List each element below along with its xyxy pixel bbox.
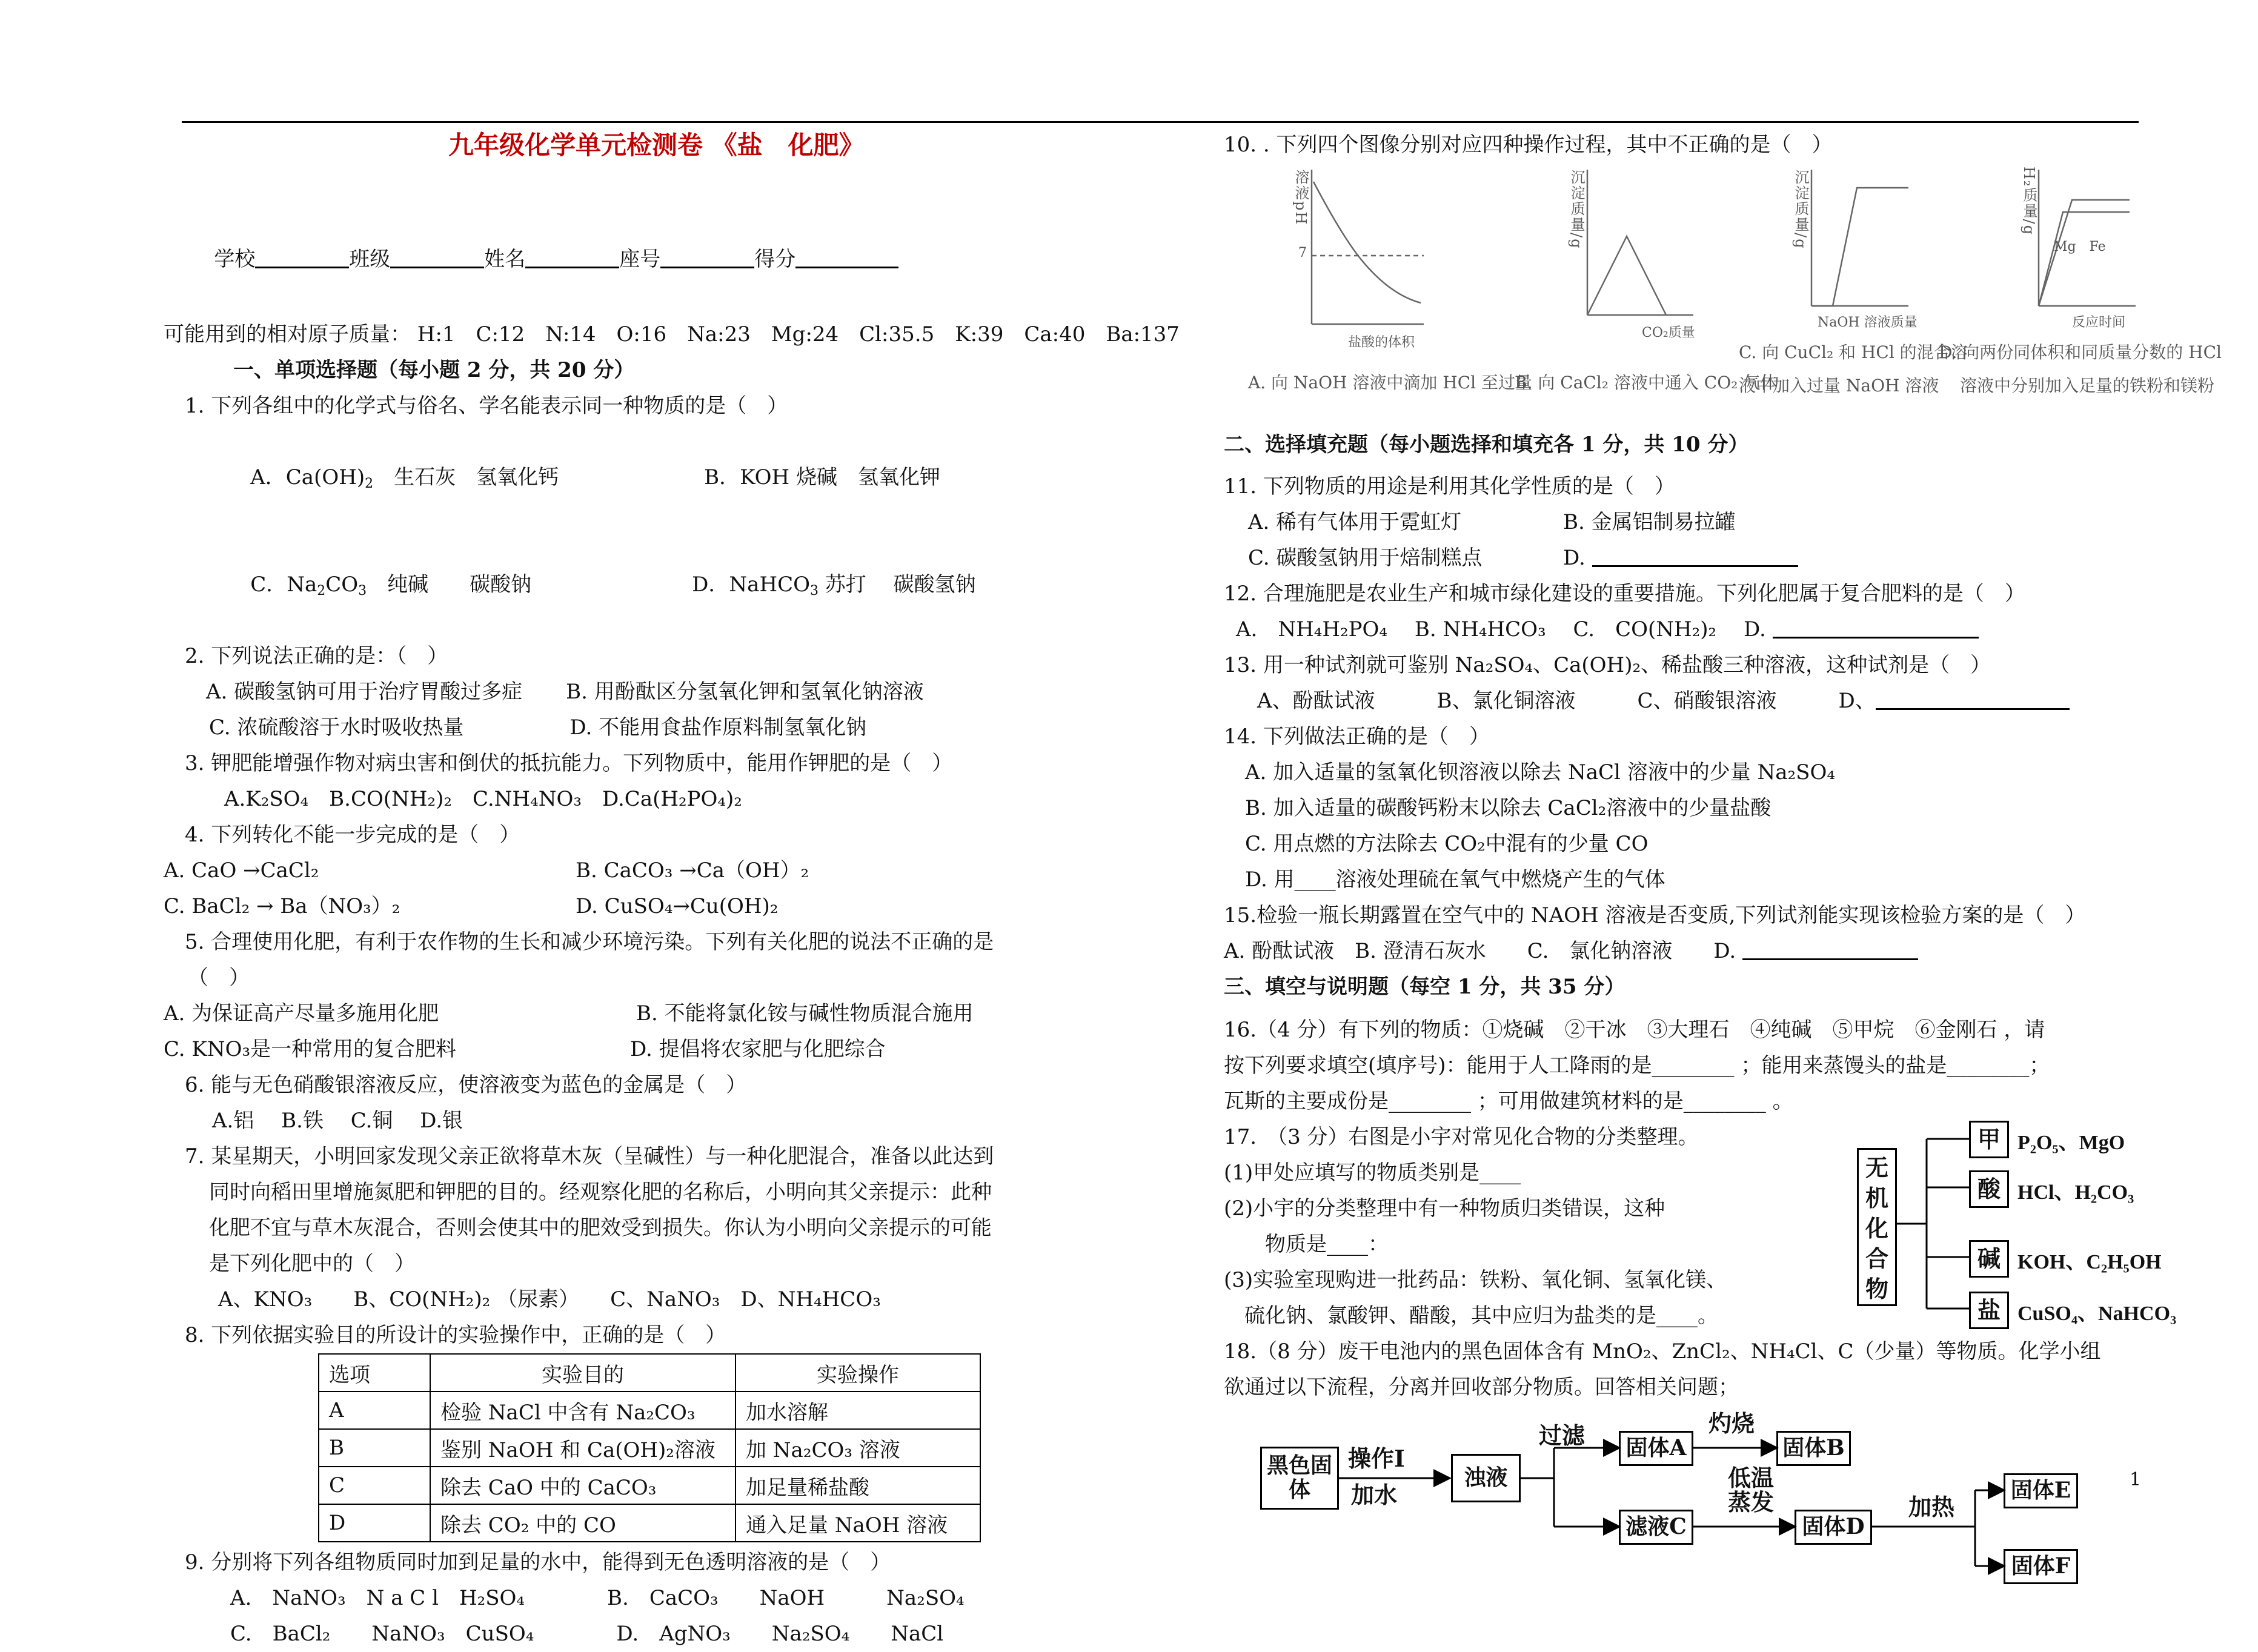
- table-cell: 通入足量 NaOH 溶液: [736, 1504, 980, 1542]
- q2-stem: 2. 下列说法正确的是：（ ）: [185, 644, 448, 668]
- q5-options-cd: [164, 1032, 1145, 1067]
- graph-a-xlabel: 盐酸的体积: [1348, 335, 1415, 350]
- q12-d-blank[interactable]: [1773, 617, 1979, 639]
- tree-items-acid: HCl、H₂CO₃: [2017, 1181, 2134, 1204]
- graph-d-ylabel: H₂质量/g: [2021, 167, 2037, 236]
- q7-options: A、KNO₃ B、CO(NH₂)₂ （尿素） C、NaNO₃ D、NH₄HCO₃: [218, 1287, 881, 1312]
- q13-options: [1257, 683, 2193, 719]
- q6-stem: 6. 能与无色硝酸银溶液反应，使溶液变为蓝色的金属是（ ）: [185, 1073, 747, 1097]
- q9-options-ab: A. NaNO₃ N a C l H₂SO₄ B. CaCO₃ NaOH Na₂SO₄: [230, 1586, 965, 1610]
- table-header-cell: 选项: [319, 1354, 430, 1392]
- q12-options: [1236, 612, 2193, 648]
- q13-d-blank[interactable]: [1876, 689, 2070, 710]
- q18-flowchart: [1248, 1410, 2096, 1593]
- q1-a-rest: 生石灰 氢氧化钙: [373, 465, 559, 489]
- graph-a-caption: A. 向 NaOH 溶液中滴加 HCl 至过量: [1248, 373, 1532, 393]
- left-column: [164, 127, 1180, 1652]
- q1-d-rest: 苏打 碳酸氢钠: [819, 572, 976, 597]
- q11-c: C. 碳酸氢钠用于焙制糕点: [1248, 546, 1483, 570]
- q5-stem: 5. 合理使用化肥，有利于农作物的生长和减少环境污染。下列有关化肥的说法不正确的是: [185, 930, 994, 954]
- table-header-cell: 实验目的: [430, 1354, 736, 1392]
- tree-cat-salt: 盐: [1969, 1292, 2009, 1329]
- graph-a-curve: [1313, 182, 1421, 303]
- q11-options-ab: [1248, 505, 2193, 540]
- field-name-blank[interactable]: [525, 247, 619, 268]
- q5-c: C. KNO₃是一种常用的复合肥料: [164, 1037, 457, 1061]
- q15-options: [1224, 934, 2193, 969]
- tree-cat-jia: 甲: [1969, 1121, 2009, 1158]
- q17-classification-tree: [1848, 1121, 2187, 1339]
- q14-c: C. 用点燃的方法除去 CO₂中混有的少量 CO: [1245, 832, 1649, 856]
- q16-line1: 16.（4 分）有下列的物质：①烧碱 ②干冰 ③大理石 ④纯碱 ⑤甲烷 ⑥金刚石 ，请: [1224, 1018, 2045, 1042]
- q12-options-text: A. NH₄H₂PO₄ B. NH₄HCO₃ C. CO(NH₂)₂ D.: [1236, 617, 1766, 642]
- q2-options-cd: [209, 710, 1145, 746]
- q18-line1: 18.（8 分）废干电池内的黑色固体含有 MnO₂、ZnCl₂、NH₄Cl、C（少量）等物质。化学小组: [1224, 1339, 2101, 1364]
- flow-mixture: 浊液: [1451, 1454, 1521, 1502]
- q1-d-sub: 3: [810, 583, 819, 599]
- q5-options-ab: [164, 996, 1145, 1032]
- q8-table: [318, 1353, 981, 1542]
- q1-a-sub: 2: [365, 476, 374, 491]
- q4-options-cd: [164, 889, 1145, 924]
- q1-d-pre: D．NaHCO: [692, 572, 810, 597]
- q18-line2: 欲通过以下流程，分离并回收部分物质。回答相关问题；: [1224, 1375, 1739, 1399]
- graph-c-caption: C. 向 CuCl₂ 和 HCl 的混合溶: [1739, 342, 1968, 362]
- table-cell: 加 Na₂CO₃ 溶液: [736, 1429, 980, 1467]
- q1-options-cd: [224, 531, 1145, 639]
- tree-cat-acid: 酸: [1969, 1170, 2009, 1208]
- graph-b-ylabel: 沉淀质量/g: [1568, 170, 1585, 250]
- graph-c-xlabel: NaOH 溶液质量: [1818, 315, 1918, 330]
- q5-a: A. 为保证高产尽量多施用化肥: [164, 1001, 439, 1026]
- flow-solid-e: 固体E: [2004, 1473, 2078, 1508]
- q2-b: B. 用酚酞区分氢氧化钾和氢氧化钠溶液: [566, 680, 924, 704]
- q15-options-text: A. 酚酞试液 B. 澄清石灰水 C. 氯化钠溶液 D.: [1224, 939, 1736, 963]
- q1-c-rest: 纯碱 碳酸钠: [367, 572, 532, 597]
- flow-black-solid: 黑色固体: [1260, 1447, 1339, 1510]
- q5-stem-cont: （ ）: [188, 966, 250, 990]
- q13-options-text: A、酚酞试液 B、氯化铜溶液 C、硝酸银溶液 D、: [1257, 689, 1876, 713]
- q3-options: A.K₂SO₄ B.CO(NH₂)₂ C.NH₄NO₃ D.Ca(H₂PO₄)₂: [224, 787, 742, 811]
- q5-b: B. 不能将氯化铵与碱性物质混合施用: [636, 1001, 974, 1026]
- graph-d-caption: D. 向两份同体积和同质量分数的 HCl: [1939, 342, 2222, 362]
- field-class-blank[interactable]: [390, 247, 484, 268]
- flow-filter-label: 过滤: [1539, 1422, 1586, 1449]
- table-cell: A: [319, 1392, 430, 1429]
- q17-line3: (2)小宇的分类整理中有一种物质归类错误，这种: [1224, 1196, 1665, 1221]
- table-cell: C: [319, 1467, 430, 1504]
- table-cell: 检验 NaCl 中含有 Na₂CO₃: [430, 1392, 736, 1429]
- q4-d: D. CuSO₄→Cu(OH)₂: [576, 894, 779, 918]
- q11-a: A. 稀有气体用于霓虹灯: [1248, 510, 1462, 534]
- q17-line2: (1)甲处应填写的物质类别是____: [1224, 1161, 1521, 1185]
- field-score-label: 得分: [754, 247, 796, 271]
- field-school-blank[interactable]: [255, 247, 349, 268]
- q1-stem: 1. 下列各组中的化学式与俗名、学名能表示同一种物质的是（ ）: [185, 394, 788, 418]
- graph-c: [1811, 170, 1908, 306]
- graph-c-curve: [1811, 188, 1908, 306]
- q12-stem: 12. 合理施肥是农业生产和城市绿化建设的重要措施。下列化肥属于复合肥料的是（ ）: [1224, 582, 2025, 606]
- tree-items-base: KOH、C₂H₅OH: [2017, 1251, 2162, 1273]
- q15-d-blank[interactable]: [1742, 939, 1918, 960]
- graph-b-curve: [1587, 236, 1666, 315]
- page-number: 1: [2130, 1469, 2142, 1490]
- q17-line4: 物质是____：: [1224, 1232, 1389, 1256]
- graph-d-mg-curve: [2039, 212, 2130, 306]
- q2-options-ab: [206, 674, 1145, 710]
- flow-solid-f: 固体F: [2004, 1549, 2078, 1584]
- q7-line3: 化肥不宜与草木灰混合，否则会使其中的肥效受到损失。你认为小明向父亲提示的可能: [209, 1216, 992, 1240]
- q7-line1: 7. 某星期天，小明回家发现父亲正欲将草木灰（呈碱性）与一种化肥混合，准备以此达到: [185, 1144, 994, 1169]
- q8-stem: 8. 下列依据实验目的所设计的实验操作中，正确的是（ ）: [185, 1323, 726, 1347]
- flow-heat-label: 加热: [1908, 1493, 1955, 1521]
- q4-options-ab: [164, 853, 1145, 889]
- q1-b: B．KOH 烧碱 氢氧化钾: [704, 465, 940, 489]
- q14-stem: 14. 下列做法正确的是（ ）: [1224, 725, 1490, 749]
- graph-c-ylabel: 沉淀质量/g: [1792, 170, 1809, 250]
- tree-cat-base: 碱: [1969, 1240, 2009, 1278]
- graph-b-caption: B. 向 CaCl₂ 溶液中通入 CO₂ 气体: [1515, 373, 1778, 393]
- table-header-row: [319, 1354, 980, 1392]
- q14-d: D. 用____溶液处理硫在氧气中燃烧产生的气体: [1245, 867, 1665, 892]
- q7-line2: 同时向稻田里增施氮肥和钾肥的目的。经观察化肥的名称后，小明向其父亲提示：此种: [209, 1180, 992, 1204]
- graph-b: [1587, 170, 1693, 315]
- field-name-label: 姓名: [484, 247, 526, 271]
- graph-b-xlabel: CO₂质量: [1642, 325, 1695, 340]
- tree-items-salt: CuSO₄、NaHCO₃: [2017, 1302, 2177, 1325]
- q5-d: D. 提倡将农家肥与化肥综合: [630, 1037, 886, 1061]
- q11-d-blank[interactable]: [1592, 546, 1798, 567]
- q10-graphs: [1248, 164, 2222, 406]
- table-row: [319, 1504, 980, 1542]
- q2-d: D. 不能用食盐作原料制氢氧化钠: [569, 715, 867, 740]
- graph-d-xlabel: 反应时间: [2072, 315, 2126, 330]
- graph-a: [1312, 170, 1424, 324]
- flow-op1-label: 操作Ⅰ: [1348, 1445, 1405, 1472]
- q10-stem: 10. . 下列四个图像分别对应四种操作过程，其中不正确的是（ ）: [1224, 133, 1833, 157]
- q4-stem: 4. 下列转化不能一步完成的是（ ）: [185, 823, 520, 847]
- table-header-cell: 实验操作: [736, 1354, 980, 1392]
- q16-line2: 按下列要求填空(填序号)：能用于人工降雨的是________ ；能用来蒸馒头的盐是________；: [1224, 1053, 2050, 1078]
- q9-options-cd: C. BaCl₂ NaNO₃ CuSO₄ D. AgNO₃ Na₂SO₄ NaCl: [230, 1622, 944, 1646]
- q3-stem: 3. 钾肥能增强作物对病虫害和倒伏的抵抗能力。下列物质中，能用作钾肥的是（ ）: [185, 751, 953, 775]
- tree-root: 无机化合物: [1857, 1148, 1897, 1306]
- field-score-blank[interactable]: [795, 247, 898, 268]
- q4-c: C. BaCl₂ → Ba（NO₃）₂: [164, 894, 400, 918]
- atomic-mass-line: 可能用到的相对原子质量： H:1 C:12 N:14 O:16 Na:23 Mg:24 Cl:35.5 K:39 Ca:40 Ba:137: [164, 322, 1180, 347]
- field-school-label: 学校: [214, 247, 256, 271]
- info-fields: [188, 206, 1145, 313]
- q1-c-pre: C．Na: [250, 572, 317, 597]
- flow-filtrate-c: 滤液C: [1619, 1510, 1693, 1545]
- graph-c-caption2: 液中加入过量 NaOH 溶液: [1739, 376, 1939, 396]
- q6-options: A.铝 B.铁 C.铜 D.银: [212, 1109, 463, 1133]
- flow-solid-b: 固体B: [1776, 1431, 1851, 1466]
- q17-line6: 硫化钠、氯酸钾、醋酸，其中应归为盐类的是____。: [1224, 1304, 1718, 1328]
- flow-solid-a: 固体A: [1619, 1431, 1693, 1466]
- q1-c-sub1: 2: [317, 583, 326, 599]
- q17-line5: (3)实验室现购进一批药品：铁粉、氧化铜、氢氧化镁、: [1224, 1268, 1727, 1292]
- q7-line4: 是下列化肥中的（ ）: [209, 1252, 415, 1276]
- right-column: [1224, 127, 2193, 163]
- field-class-label: 班级: [349, 247, 391, 271]
- graph-a-mark: 7: [1298, 245, 1307, 260]
- q17-line1: 17. （3 分）右图是小宇对常见化合物的分类整理。: [1224, 1125, 1699, 1149]
- q4-b: B. CaCO₃ →Ca（OH）₂: [576, 858, 809, 883]
- q2-a: A. 碳酸氢钠可用于治疗胃酸过多症: [206, 680, 523, 704]
- field-seat-blank[interactable]: [660, 247, 754, 268]
- q9-stem: 9. 分别将下列各组物质同时加到足量的水中，能得到无色透明溶液的是（ ）: [185, 1550, 891, 1574]
- q11-b: B. 金属铝制易拉罐: [1563, 510, 1736, 534]
- flow-solid-d: 固体D: [1795, 1510, 1872, 1545]
- flow-evaporate-label: 低温蒸发: [1727, 1464, 1774, 1516]
- section3-heading: 三、填空与说明题（每空 1 分，共 35 分）: [1224, 975, 1625, 999]
- table-cell: D: [319, 1504, 430, 1542]
- q11-options-cd: [1248, 540, 2193, 576]
- table-cell: 除去 CO₂ 中的 CO: [430, 1504, 736, 1542]
- q1-options-ab: [224, 424, 1145, 531]
- q14-b: B. 加入适量的碳酸钙粉末以除去 CaCl₂溶液中的少量盐酸: [1245, 796, 1772, 820]
- tree-items-jia: P₂O₅、MgO: [2017, 1132, 2125, 1154]
- flow-burn-label: 灼烧: [1708, 1410, 1755, 1437]
- q1-c-mid: CO: [325, 572, 359, 597]
- q11-d: D.: [1563, 546, 1586, 570]
- page-title: 九年级化学单元检测卷 《盐 化肥》: [448, 130, 865, 160]
- q2-c: C. 浓硫酸溶于水时吸收热量: [209, 715, 464, 740]
- table-cell: 鉴别 NaOH 和 Ca(OH)₂溶液: [430, 1429, 736, 1467]
- table-cell: 除去 CaO 中的 CaCO₃: [430, 1467, 736, 1504]
- table-row: [319, 1429, 980, 1467]
- q1-a-pre: A．Ca(OH): [250, 465, 365, 489]
- graph-a-ylabel: 溶液pH: [1292, 170, 1309, 226]
- section2-heading: 二、选择填充题（每小题选择和填充各 1 分，共 10 分）: [1224, 433, 1749, 457]
- table-cell: 加水溶解: [736, 1392, 980, 1429]
- q1-c-sub2: 3: [358, 583, 367, 599]
- field-seat-label: 座号: [619, 247, 661, 271]
- q4-a: A. CaO →CaCl₂: [164, 858, 319, 883]
- q11-stem: 11. 下列物质的用途是利用其化学性质的是（ ）: [1224, 474, 1675, 499]
- table-cell: 加足量稀盐酸: [736, 1467, 980, 1504]
- section1-heading: 一、单项选择题（每小题 2 分，共 20 分）: [233, 358, 635, 382]
- table-row: [319, 1467, 980, 1504]
- table-row: [319, 1392, 980, 1429]
- q15-stem: 15.检验一瓶长期露置在空气中的 NAOH 溶液是否变质,下列试剂能实现该检验方案的是（ ）: [1224, 903, 2086, 927]
- table-cell: B: [319, 1429, 430, 1467]
- q13-stem: 13. 用一种试剂就可鉴别 Na₂SO₄、Ca(OH)₂、稀盐酸三种溶液，这种试剂是（ ）: [1224, 653, 1991, 677]
- q14-a: A. 加入适量的氢氧化钡溶液以除去 NaCl 溶液中的少量 Na₂SO₄: [1245, 760, 1835, 785]
- graph-d-caption2: 溶液中分别加入足量的铁粉和镁粉: [1960, 376, 2215, 396]
- graph-d-mark: Mg Fe: [2054, 239, 2106, 254]
- top-rule: [182, 121, 2139, 123]
- q16-line3: 瓦斯的主要成份是________ ；可用做建筑材料的是________ 。: [1224, 1089, 1793, 1113]
- flow-add-water-label: 加水: [1351, 1481, 1398, 1508]
